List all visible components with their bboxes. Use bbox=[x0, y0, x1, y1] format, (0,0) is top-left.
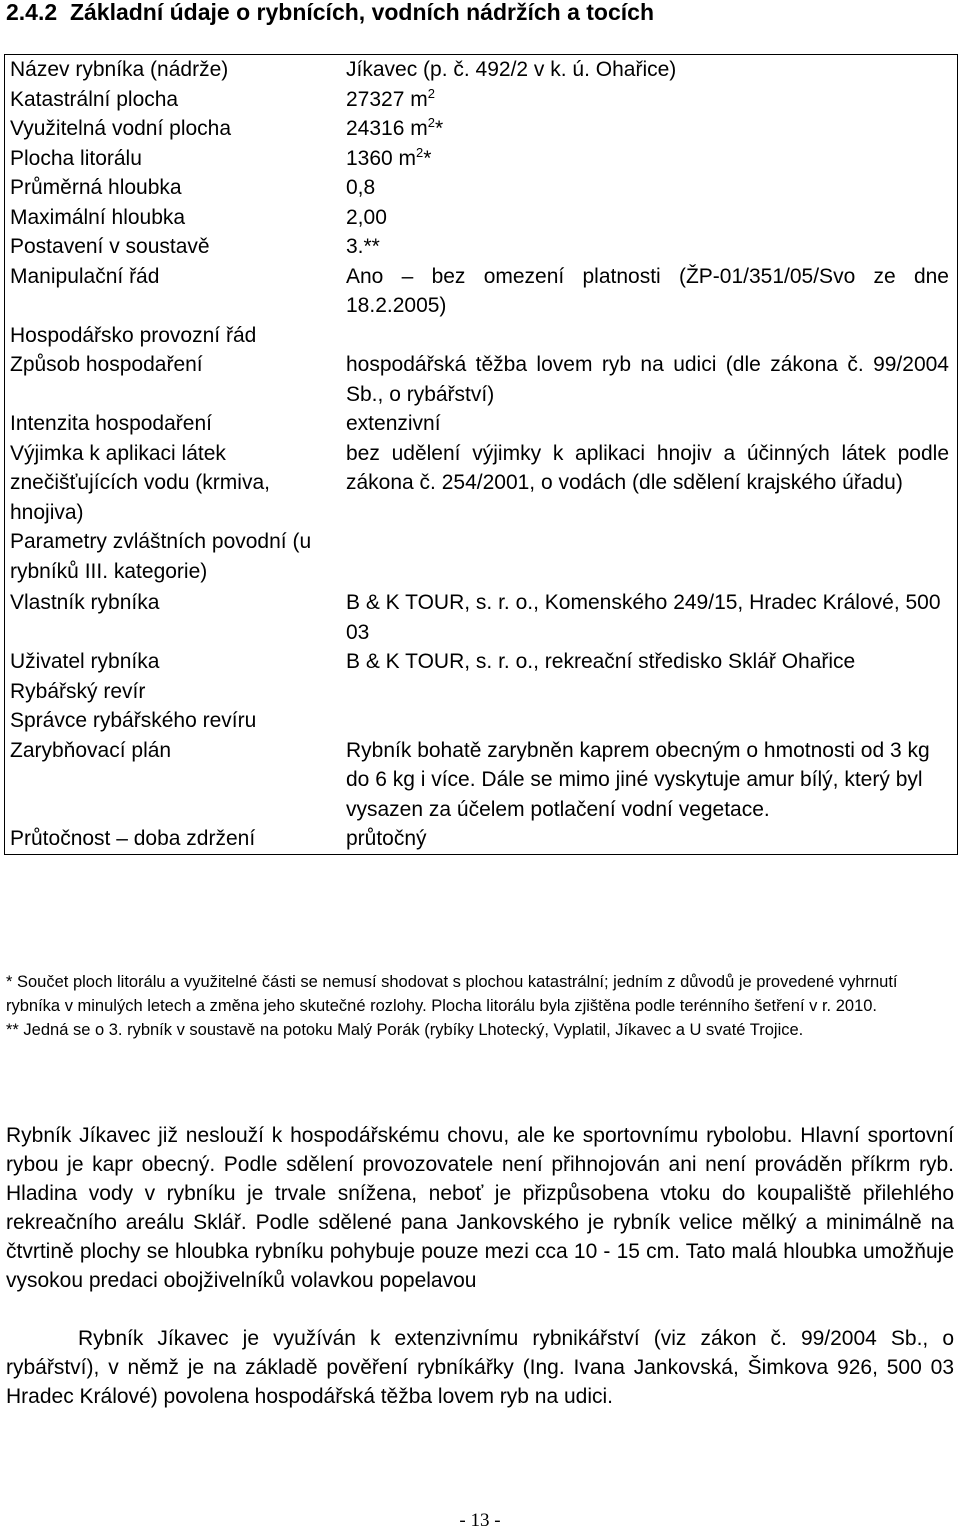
table-row bbox=[5, 321, 957, 351]
row-label: Vlastník rybníka bbox=[10, 591, 160, 614]
row-value: 27327 $m^2$ bbox=[346, 85, 435, 111]
row-value: Jíkavec (p. č. 492/2 v k. ú. Ohařice) bbox=[346, 58, 677, 81]
footnote-cascade: ** Jedná se o 3. rybník v soustavě na potoku Malý Porák (rybíky Lhotecký, Vyplatil, Jíkavec a U svaté Trojice. bbox=[6, 1021, 804, 1039]
row-value bbox=[342, 321, 957, 351]
row-value: 2,00 bbox=[346, 205, 387, 229]
row-value: bez udělení výjimky k aplikaci hnojiv a účinných látek podle zákona č. 254/2001, o vodách (dle sdělení krajského úřadu) bbox=[346, 441, 949, 494]
row-label: Manipulační řád bbox=[10, 264, 160, 288]
row-label: Název rybníka (nádrže) bbox=[10, 58, 229, 81]
row-label: Rybářský revír bbox=[10, 679, 146, 703]
row-value: B & K TOUR, s. r. o., Komenského 249/15, Hradec Králové, 500 03 bbox=[346, 591, 941, 644]
row-value: Ano – bez omezení platnosti (ŽP-01/351/05/Svo ze dne 18.2.2005) bbox=[346, 264, 949, 317]
section-number: 2.4.2 bbox=[6, 0, 58, 25]
section-heading bbox=[6, 0, 654, 26]
row-value bbox=[342, 527, 957, 586]
table-row bbox=[5, 677, 957, 707]
row-label: Intenzita hospodaření bbox=[10, 412, 212, 435]
table-row bbox=[5, 706, 957, 736]
row-label: Průměrná hloubka bbox=[10, 176, 182, 199]
footnotes bbox=[6, 970, 954, 1042]
body-paragraph: Rybník Jíkavec je využíván k extenzivnímu rybnikářství (viz zákon č. 99/2004 Sb., o rybářství), v němž je na základě pověření rybníkářky (Ing. Ivana Jankovská, Šimkova 926, 500 03 Hradec Králové) povolena hospodářská těžba lovem ryb na udici. bbox=[6, 1327, 954, 1408]
table-row bbox=[5, 439, 957, 528]
table-row bbox=[5, 144, 957, 174]
row-label: Parametry zvláštních povodní (u rybníků III. kategorie) bbox=[10, 530, 312, 583]
row-value: průtočný bbox=[346, 827, 427, 850]
table-row bbox=[5, 232, 957, 262]
row-label: Hospodářsko provozní řád bbox=[10, 323, 257, 347]
row-label: Způsob hospodaření bbox=[10, 353, 203, 376]
table-row bbox=[5, 736, 957, 825]
table-row bbox=[5, 173, 957, 203]
table-row bbox=[5, 350, 957, 409]
row-value: hospodářská těžba lovem ryb na udici (dle zákona č. 99/2004 Sb., o rybářství) bbox=[346, 353, 949, 406]
row-label: Správce rybářského revíru bbox=[10, 709, 257, 732]
page-number: - 13 - bbox=[459, 1510, 501, 1531]
table-row bbox=[5, 203, 957, 233]
table-row bbox=[5, 55, 957, 85]
row-value: 3.** bbox=[346, 235, 380, 258]
row-label: Maximální hloubka bbox=[10, 205, 186, 229]
table-row bbox=[5, 824, 957, 854]
row-label: Katastrální plocha bbox=[10, 87, 179, 111]
row-label: Zarybňovací plán bbox=[10, 738, 172, 762]
table-row bbox=[5, 262, 957, 321]
table-row bbox=[5, 647, 957, 677]
row-label: Postavení v soustavě bbox=[10, 235, 210, 258]
row-value: 1360 $m^2*$ bbox=[346, 144, 432, 170]
table-row bbox=[5, 588, 957, 647]
footnote-area: * Součet ploch litorálu a využitelné části se nemusí shodovat s plochou katastrální; jedním z důvodů je provedené vyhrnutí rybníka v minulých letech a změna jeho skutečné rozlohy. Plocha litorálu byla zjištěna podle terénního šetření v r. 2010. bbox=[6, 973, 898, 1015]
row-label: Uživatel rybníka bbox=[10, 650, 160, 673]
row-value: Rybník bohatě zarybněn kaprem obecným o hmotnosti od 3 kg do 6 kg i více. Dále se mimo jiné vyskytuje amur bílý, který byl vysazen za účelem potlačení vodní vegetace. bbox=[346, 738, 930, 821]
table-row bbox=[5, 114, 957, 144]
body-paragraph: Rybník Jíkavec již neslouží k hospodářskému chovu, ale ke sportovnímu rybolobu. Hlavní sportovní rybou je kapr obecný. Podle sdělení provozovatele není přihnojován ani není prováděn příkrm ryb. Hladina vody v rybníku je trvale snížena, neboť je přizpůsobena vtoku do koupaliště přilehlého rekreačního areálu Sklář. Podle sdělené pana Jankovského je rybník velice mělký a minimálně na čtvrtině plochy se hloubka rybníku pohybuje pouze mezi cca 10 - 15 cm. Tato malá hloubka umožňuje vysokou predaci obojživelníků volavkou popelavou bbox=[6, 1124, 954, 1292]
row-label: Využitelná vodní plocha bbox=[10, 117, 232, 140]
pond-info-table bbox=[4, 54, 958, 855]
row-value: 0,8 bbox=[346, 176, 376, 199]
table-row bbox=[5, 85, 957, 115]
table-row bbox=[5, 527, 957, 586]
row-label: Průtočnost – doba zdržení bbox=[10, 827, 256, 850]
row-value: extenzivní bbox=[346, 412, 441, 435]
row-value: B & K TOUR, s. r. o., rekreační středisko Sklář Ohařice bbox=[346, 650, 856, 673]
row-label: Plocha litorálu bbox=[10, 146, 142, 170]
section-title: Základní údaje o rybnících, vodních nádržích a tocích bbox=[69, 0, 655, 25]
row-value bbox=[342, 706, 957, 736]
row-value: 24316 $m^2*$ bbox=[346, 115, 444, 140]
row-label: Výjimka k aplikaci látek znečišťujících vodu (krmiva, hnojiva) bbox=[10, 441, 270, 524]
table-row bbox=[5, 409, 957, 439]
row-value bbox=[342, 677, 957, 707]
